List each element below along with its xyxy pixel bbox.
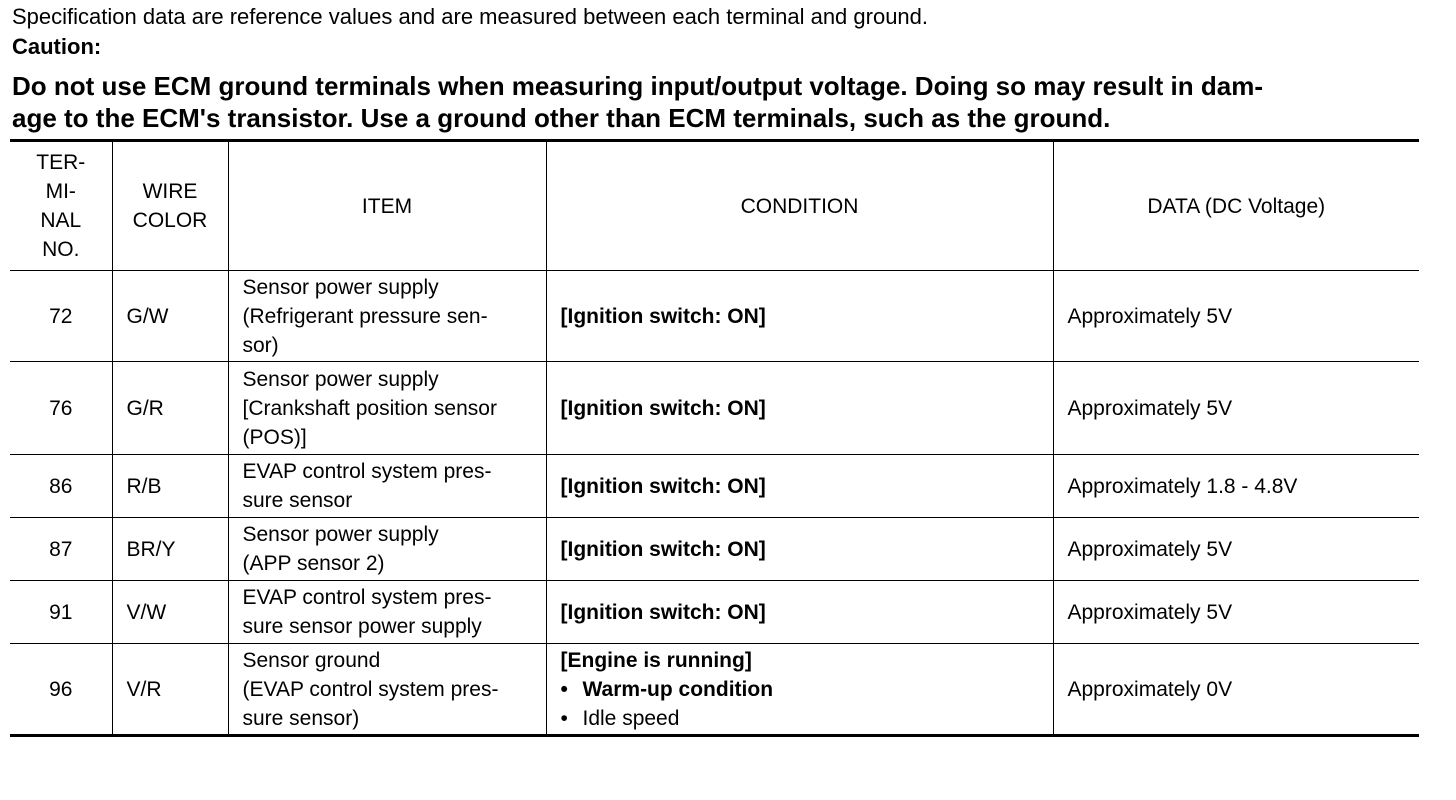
condition-cell: [Ignition switch: ON] [546,518,1053,581]
terminal-no: 76 [10,362,112,455]
item-cell: Sensor power supply (APP sensor 2) [228,518,546,581]
wire-color: V/W [112,581,228,644]
wire-color: BR/Y [112,518,228,581]
condition-bullet: • Warm-up condition [561,675,1039,704]
bullet-dot-icon: • [560,677,568,701]
data-cell: Approximately 0V [1053,644,1419,736]
wire-color: G/W [112,271,228,362]
wire-color: V/R [112,644,228,736]
data-cell: Approximately 5V [1053,362,1419,455]
item-cell: Sensor power supply (Refrigerant pressure sen- sor) [228,271,546,362]
wire-color: G/R [112,362,228,455]
table-header-row [10,141,1419,271]
terminal-no: 87 [10,518,112,581]
bullet-dot-icon: • [560,706,568,730]
header-item: ITEM [228,141,546,271]
terminal-no: 86 [10,455,112,518]
condition-cell: [Ignition switch: ON] [546,362,1053,455]
item-cell: EVAP control system pres- sure sensor power supply [228,581,546,644]
table-row [10,518,1419,581]
condition-cell: [Engine is running] • Warm-up condition • Idle speed [546,644,1053,736]
table-row [10,455,1419,518]
terminal-spec-table [10,139,1419,737]
wire-color: R/B [112,455,228,518]
table-row [10,644,1419,736]
table-row [10,271,1419,362]
item-cell: EVAP control system pres- sure sensor [228,455,546,518]
intro-text: Specification data are reference values and are measured between each terminal and ground. [12,4,929,29]
header-condition: CONDITION [546,141,1053,271]
data-cell: Approximately 5V [1053,581,1419,644]
caution-text [12,70,1422,134]
condition-cell: [Ignition switch: ON] [546,455,1053,518]
condition-cell: [Ignition switch: ON] [546,581,1053,644]
caution-label: Caution: [12,34,102,59]
header-terminal-no: TER- MI- NAL NO. [10,141,112,271]
condition-bullet: • Idle speed [561,704,1039,733]
condition-cell: [Ignition switch: ON] [546,271,1053,362]
item-cell: Sensor ground (EVAP control system pres- sure sensor) [228,644,546,736]
table-row [10,362,1419,455]
header-wire-color: WIRE COLOR [112,141,228,271]
item-cell: Sensor power supply [Crankshaft position sensor (POS)] [228,362,546,455]
data-cell: Approximately 5V [1053,518,1419,581]
caution-line: Do not use ECM ground terminals when measuring input/output voltage. Doing so may result in dam- [12,71,1263,101]
data-cell: Approximately 5V [1053,271,1419,362]
caution-line: age to the ECM's transistor. Use a ground other than ECM terminals, such as the ground. [12,103,1111,133]
header-data: DATA (DC Voltage) [1053,141,1419,271]
terminal-no: 96 [10,644,112,736]
table-row [10,581,1419,644]
data-cell: Approximately 1.8 - 4.8V [1053,455,1419,518]
terminal-no: 91 [10,581,112,644]
terminal-no: 72 [10,271,112,362]
